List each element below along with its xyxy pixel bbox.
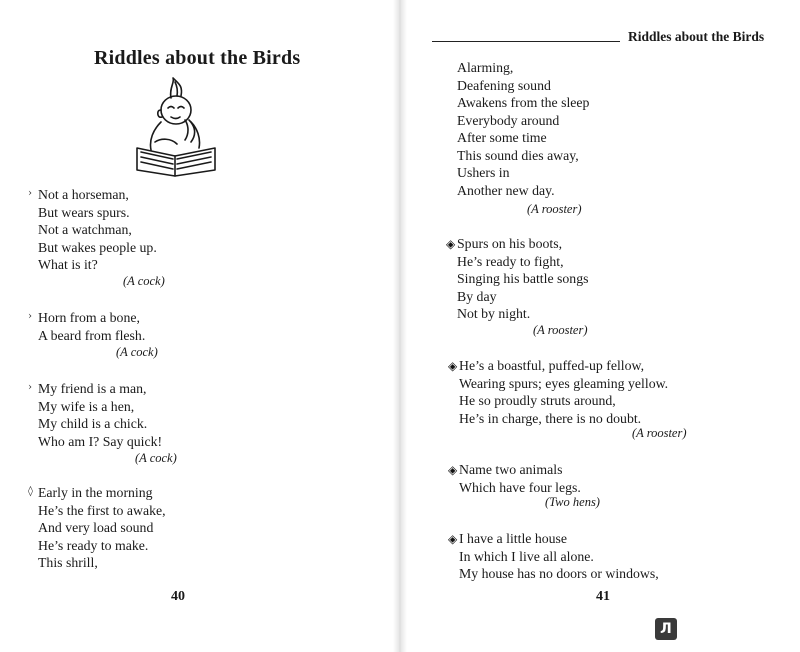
- publisher-logo-icon: [655, 618, 677, 640]
- riddle-line: Wearing spurs; eyes gleaming yellow.: [459, 375, 669, 391]
- riddle-5: [457, 59, 589, 199]
- riddle-2: [28, 309, 146, 344]
- riddle-8: [448, 461, 581, 496]
- bullet-icon: ›: [28, 188, 32, 199]
- riddle-line: Not by night.: [457, 306, 531, 321]
- riddle-line: He’s the first to awake,: [38, 502, 166, 518]
- riddle-answer: (A cock): [123, 274, 165, 288]
- running-head-text: Riddles about the Birds: [628, 29, 765, 44]
- riddle-line: Who am I? Say quick!: [38, 433, 163, 449]
- riddle-line: But wakes people up.: [38, 239, 157, 255]
- riddle-line: Name two animals: [459, 462, 563, 477]
- riddle-line: Alarming,: [457, 60, 514, 75]
- riddle-line: After some time: [457, 130, 547, 145]
- riddle-answer: (A rooster): [527, 202, 582, 216]
- riddle-line: What is it?: [38, 257, 98, 272]
- riddle-line: By day: [457, 288, 497, 304]
- riddle-line: Deafening sound: [457, 77, 551, 93]
- running-head: [432, 29, 768, 47]
- diamond-bullet-icon: ◈: [448, 532, 458, 546]
- riddle-answer: (A rooster): [533, 323, 588, 337]
- riddle-line: Horn from a bone,: [38, 310, 140, 325]
- riddle-line: I have a little house: [459, 531, 568, 546]
- page-number: 40: [171, 589, 185, 604]
- riddle-line: Another new day.: [457, 182, 555, 198]
- riddle-4: [28, 484, 166, 572]
- riddle-line: My friend is a man,: [38, 381, 147, 396]
- page-number: 41: [596, 589, 610, 604]
- riddle-line: A beard from flesh.: [38, 327, 146, 343]
- riddle-line: He’s ready to fight,: [457, 253, 564, 269]
- riddle-line: Spurs on his boots,: [457, 236, 563, 251]
- logo-letter: Л: [660, 621, 672, 637]
- riddle-line: This shrill,: [38, 555, 98, 570]
- riddle-line: Everybody around: [457, 112, 560, 128]
- riddle-answer: (A cock): [116, 345, 158, 359]
- riddle-line: My child is a chick.: [38, 416, 148, 431]
- riddle-line: Early in the morning: [38, 485, 153, 500]
- riddle-7: [448, 357, 669, 427]
- riddle-line: He’s a boastful, puffed-up fellow,: [459, 358, 645, 373]
- riddle-line: Ushers in: [457, 165, 510, 180]
- page-title: Riddles about the Birds: [94, 47, 301, 69]
- riddle-line: Not a watchman,: [38, 222, 132, 237]
- riddle-line: In which I live all alone.: [459, 548, 594, 564]
- riddle-line: Not a horseman,: [38, 187, 129, 202]
- riddle-line: My wife is a hen,: [38, 398, 135, 414]
- riddle-answer: (Two hens): [545, 495, 600, 509]
- riddle-3: [28, 380, 163, 450]
- riddle-line: He’s in charge, there is no doubt.: [459, 410, 642, 426]
- boy-reading-book-illustration: [131, 76, 219, 178]
- book-gutter-shadow: [393, 0, 407, 652]
- riddle-9: [448, 530, 659, 583]
- riddle-line: And very load sound: [38, 520, 154, 535]
- riddle-answer: (A cock): [135, 451, 177, 465]
- diamond-bullet-icon: ◈: [448, 359, 458, 373]
- riddle-1: [28, 186, 157, 274]
- bullet-icon: ›: [28, 382, 32, 393]
- running-head-rule: [432, 41, 620, 42]
- riddle-line: My house has no doors or windows,: [459, 566, 659, 581]
- riddle-6: [446, 235, 589, 323]
- riddle-answer: (A rooster): [632, 426, 687, 440]
- riddle-line: This sound dies away,: [457, 147, 579, 163]
- diamond-bullet-icon: ◈: [448, 463, 458, 477]
- riddle-line: He so proudly struts around,: [459, 393, 616, 408]
- riddle-line: But wears spurs.: [38, 204, 130, 220]
- riddle-line: Which have four legs.: [459, 479, 581, 495]
- diamond-bullet-icon: ◈: [446, 237, 456, 251]
- bullet-icon: ›: [28, 311, 32, 322]
- bullet-icon: ◊: [28, 486, 33, 497]
- riddle-line: Singing his battle songs: [457, 271, 589, 286]
- riddle-line: Awakens from the sleep: [457, 95, 590, 110]
- riddle-line: He’s ready to make.: [38, 537, 149, 553]
